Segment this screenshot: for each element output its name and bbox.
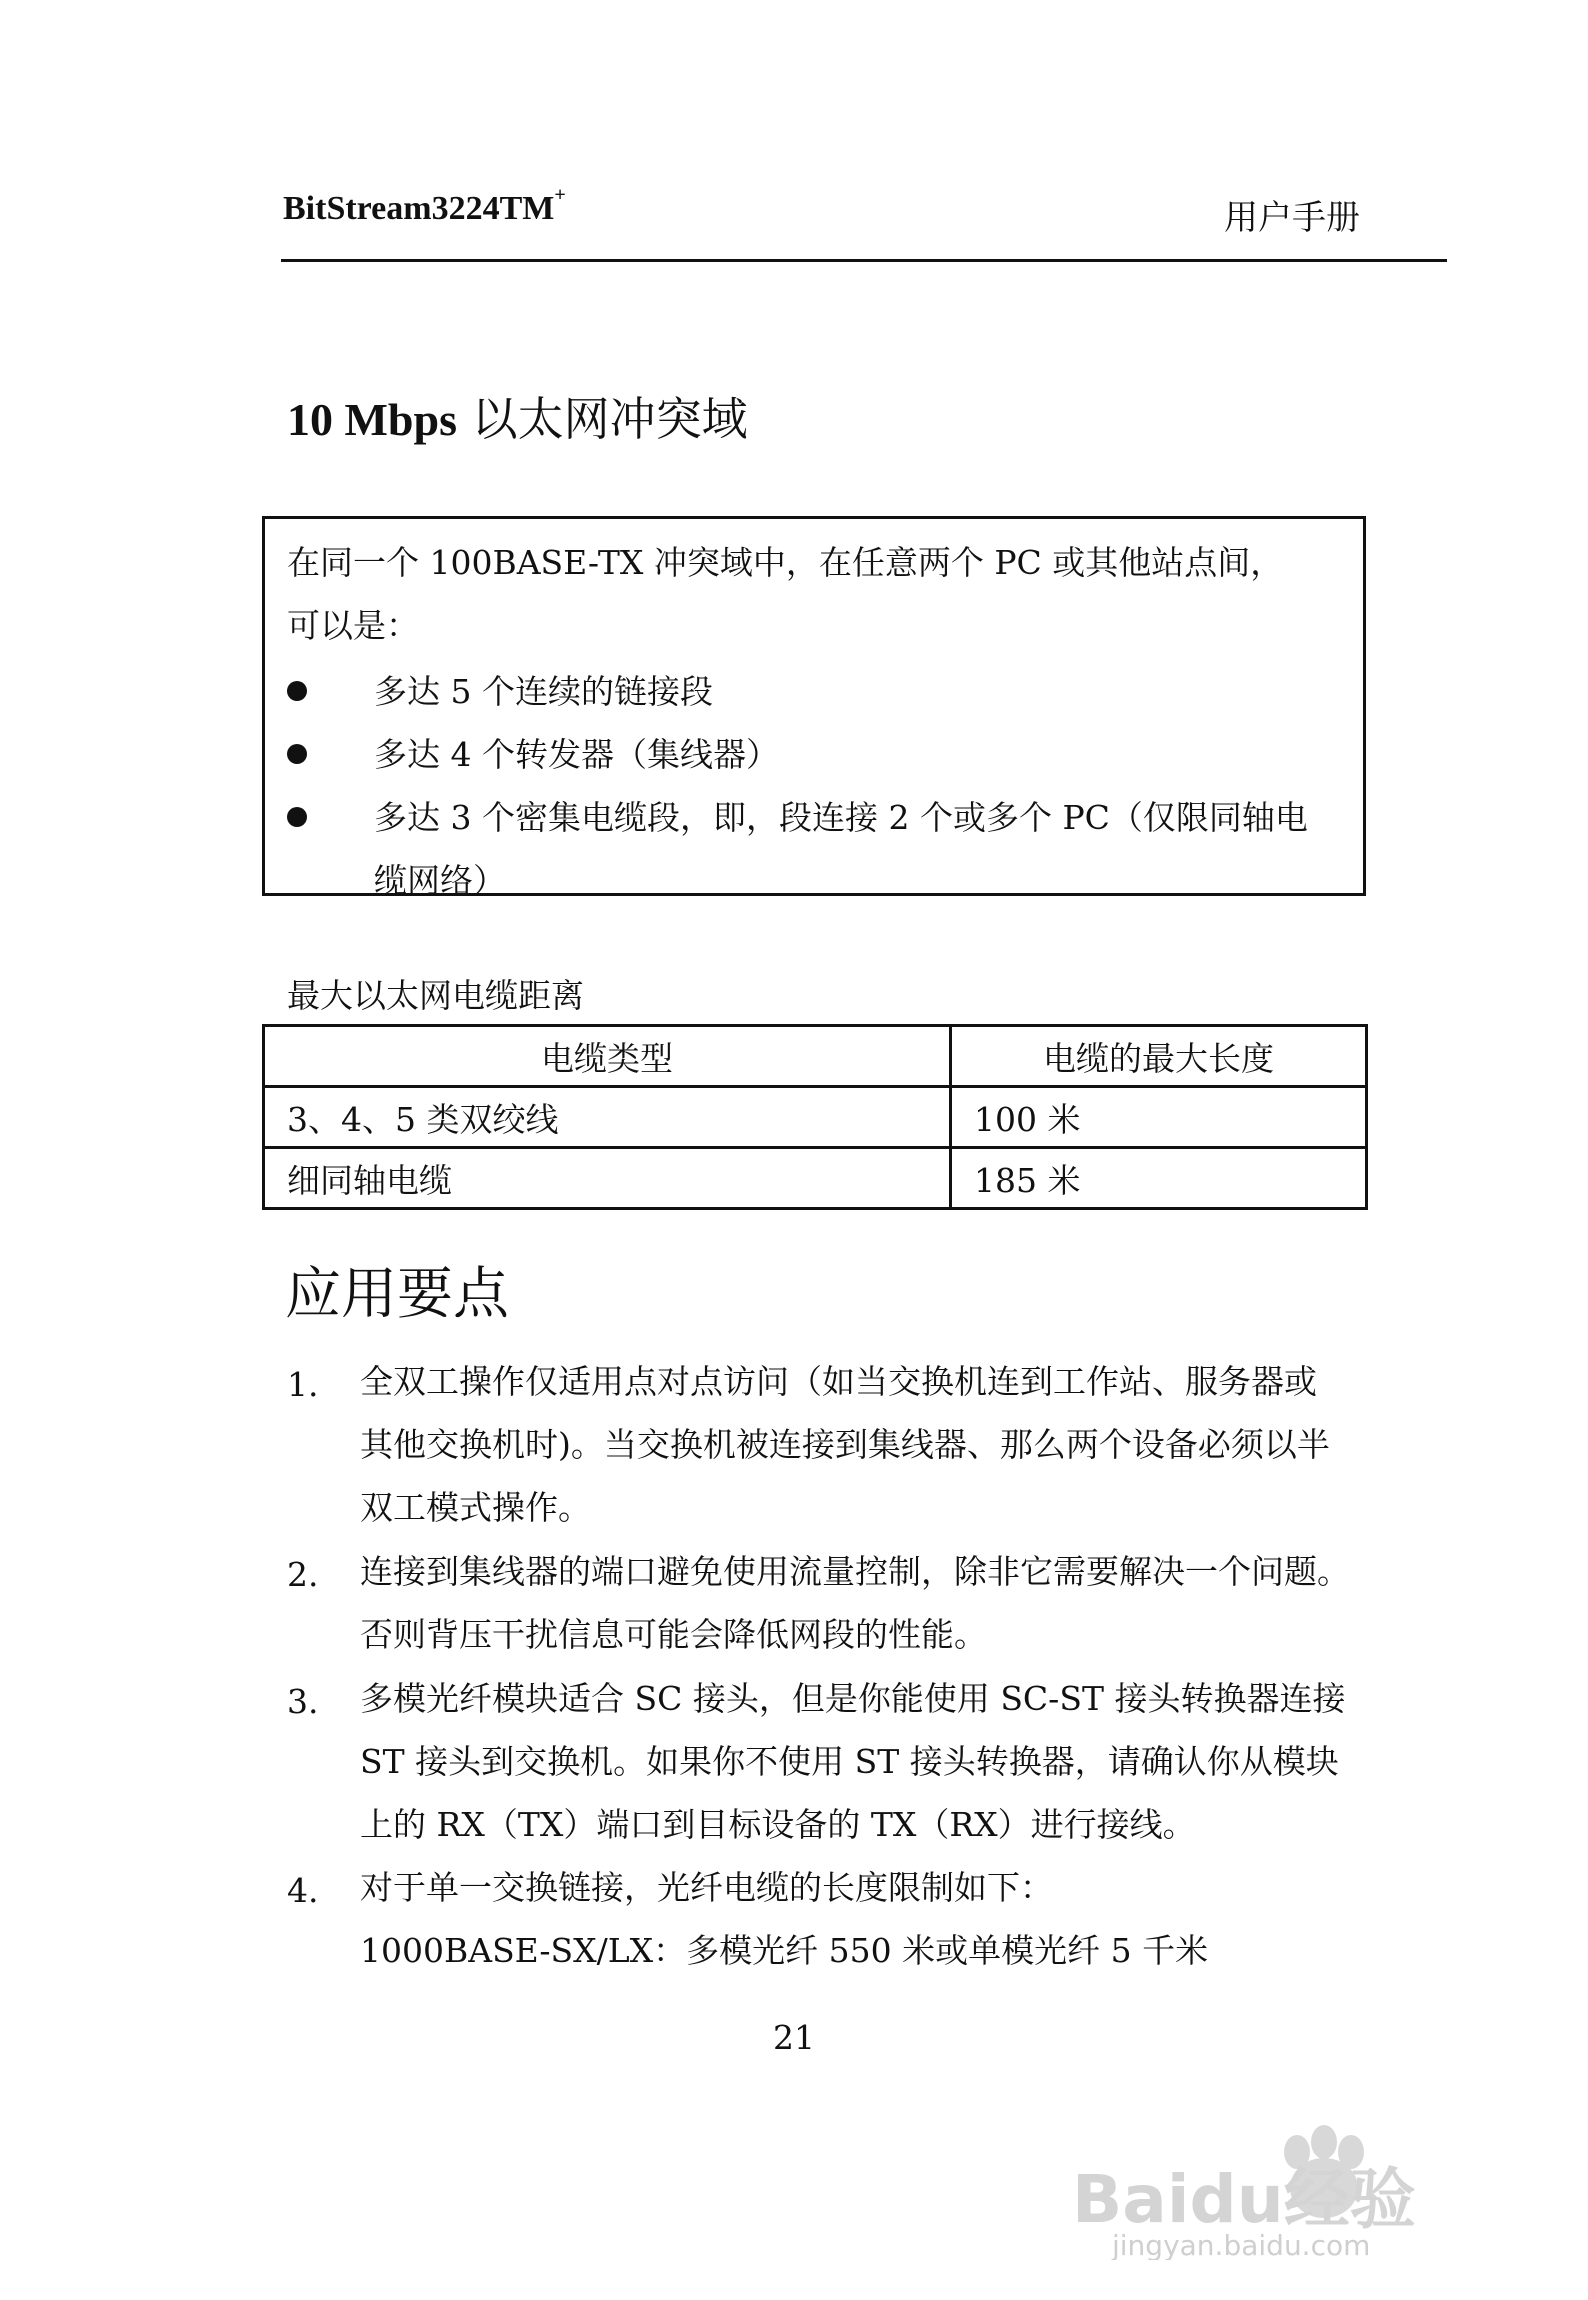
watermark-url: jingyan.baidu.com [1112, 2229, 1371, 2260]
header-product-name: BitStream3224TM+ [283, 184, 566, 227]
box-intro-line1: 在同一个 100BASE-TX 冲突域中，在任意两个 PC 或其他站点间， [287, 543, 1284, 582]
list-item-number: 1. [287, 1365, 319, 1404]
header-divider [281, 259, 1447, 262]
section-title: 10 Mbps 以太网冲突域 [287, 392, 748, 446]
table-cell: 3、4、5 类双绞线 [264, 1087, 951, 1148]
table-row [264, 1087, 1367, 1148]
bullet-item: 多达 3 个密集电缆段，即，段连接 2 个或多个 PC（仅限同轴电 [374, 798, 1308, 837]
bullet-item: 多达 4 个转发器（集线器） [374, 735, 779, 774]
notes-title: 应用要点 [285, 1262, 509, 1327]
list-item-number: 2. [287, 1555, 319, 1594]
bullet-item: 多达 5 个连续的链接段 [374, 672, 713, 711]
table-cell: 100 米 [951, 1087, 1367, 1148]
table-cell: 185 米 [951, 1148, 1367, 1209]
table-header-cell: 电缆的最大长度 [951, 1026, 1367, 1087]
bullet-item-continuation: 缆网络） [374, 861, 506, 900]
list-item-number: 4. [287, 1871, 319, 1910]
box-intro-line2: 可以是： [287, 606, 419, 645]
cable-distance-table [262, 1024, 1368, 1210]
list-item-number: 3. [287, 1682, 319, 1721]
collision-domain-box [262, 516, 1366, 900]
header-doc-type: 用户手册 [1224, 198, 1360, 238]
baidu-jingyan-watermark [1062, 2110, 1492, 2260]
bullet-icon [287, 807, 307, 827]
list-item: 对于单一交换链接，光纤电缆的长度限制如下： 1000BASE-SX/LX：多模光纤 550 米或单模光纤 5 千米 [360, 1868, 1209, 1970]
watermark-brand: Baidu经验 [1072, 2161, 1416, 2238]
table-row [264, 1148, 1367, 1209]
table-caption: 最大以太网电缆距离 [287, 976, 584, 1015]
list-item: 连接到集线器的端口避免使用流量控制，除非它需要解决一个问题。 否则背压干扰信息可能会降低网段的性能。 [360, 1552, 1350, 1654]
bullet-icon [287, 681, 307, 701]
table-header-cell: 电缆类型 [264, 1026, 951, 1087]
table-header-row [264, 1026, 1367, 1087]
list-item: 全双工操作仅适用点对点访问（如当交换机连到工作站、服务器或 其他交换机时)。当交换机被连接到集线器、那么两个设备必须以半 双工模式操作。 [360, 1362, 1330, 1527]
bullet-icon [287, 744, 307, 764]
table-cell: 细同轴电缆 [264, 1148, 951, 1209]
page-number: 21 [773, 2018, 815, 2057]
list-item: 多模光纤模块适合 SC 接头，但是你能使用 SC-ST 接头转换器连接 ST 接头到交换机。如果你不使用 ST 接头转换器，请确认你从模块 上的 RX（TX）端口到目标设备的 TX（RX）进行接线。 [360, 1679, 1346, 1844]
